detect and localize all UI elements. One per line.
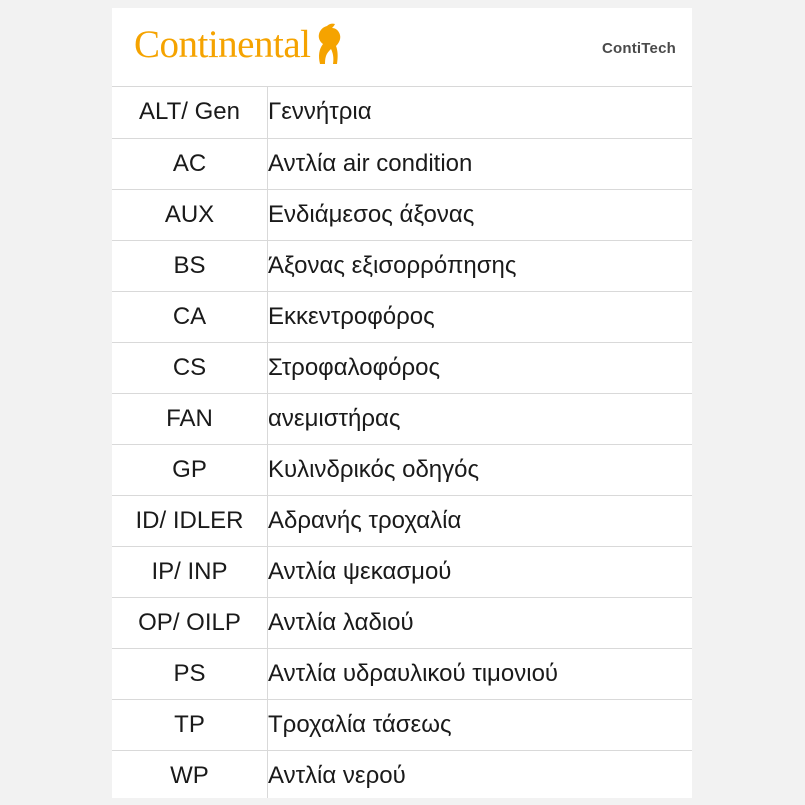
term-cell: Αντλία υδραυλικού τιμονιού [268,648,693,699]
contitech-label: ContiTech [601,40,676,57]
term-cell: Αδρανής τροχαλία [268,495,693,546]
code-cell: AC [112,138,268,189]
term-cell: Αντλία νερού [268,750,693,798]
term-cell: Κυλινδρικός οδηγός [268,444,693,495]
code-cell: BS [112,240,268,291]
abbreviation-table [112,87,692,798]
code-cell: GP [112,444,268,495]
term-cell: ανεμιστήρας [268,393,693,444]
table-body [112,87,692,798]
code-cell: TP [112,699,268,750]
term-cell: Τροχαλία τάσεως [268,699,693,750]
term-cell: Γεννήτρια [268,87,693,138]
code-cell: PS [112,648,268,699]
code-cell: WP [112,750,268,798]
document-sheet [112,8,692,798]
rearing-horse-icon [312,22,346,66]
table-row [112,495,692,546]
table-row [112,444,692,495]
code-cell: ID/ IDLER [112,495,268,546]
code-cell: AUX [112,189,268,240]
term-cell: Αντλία λαδιού [268,597,693,648]
continental-logo [134,22,346,66]
table-row [112,138,692,189]
table-row [112,342,692,393]
table-row [112,87,692,138]
code-cell: CA [112,291,268,342]
code-cell: ALT/ Gen [112,87,268,138]
page-left-margin [0,0,112,805]
term-cell: Στροφαλοφόρος [268,342,693,393]
code-cell: FAN [112,393,268,444]
code-cell: IP/ INP [112,546,268,597]
table-row [112,189,692,240]
term-cell: Ενδιάμεσος άξονας [268,189,693,240]
code-cell: CS [112,342,268,393]
table-row [112,393,692,444]
term-cell: Αντλία air condition [268,138,693,189]
brand-header [112,8,692,87]
term-cell: Άξονας εξισορρόπησης [268,240,693,291]
term-cell: Εκκεντροφόρος [268,291,693,342]
table-row [112,699,692,750]
table-row [112,291,692,342]
page-right-margin [692,0,805,805]
table-row [112,648,692,699]
table-row [112,597,692,648]
brand-wordmark: Continental [134,22,311,66]
table-row [112,240,692,291]
table-row [112,750,692,798]
table-row [112,546,692,597]
code-cell: OP/ OILP [112,597,268,648]
term-cell: Αντλία ψεκασμού [268,546,693,597]
